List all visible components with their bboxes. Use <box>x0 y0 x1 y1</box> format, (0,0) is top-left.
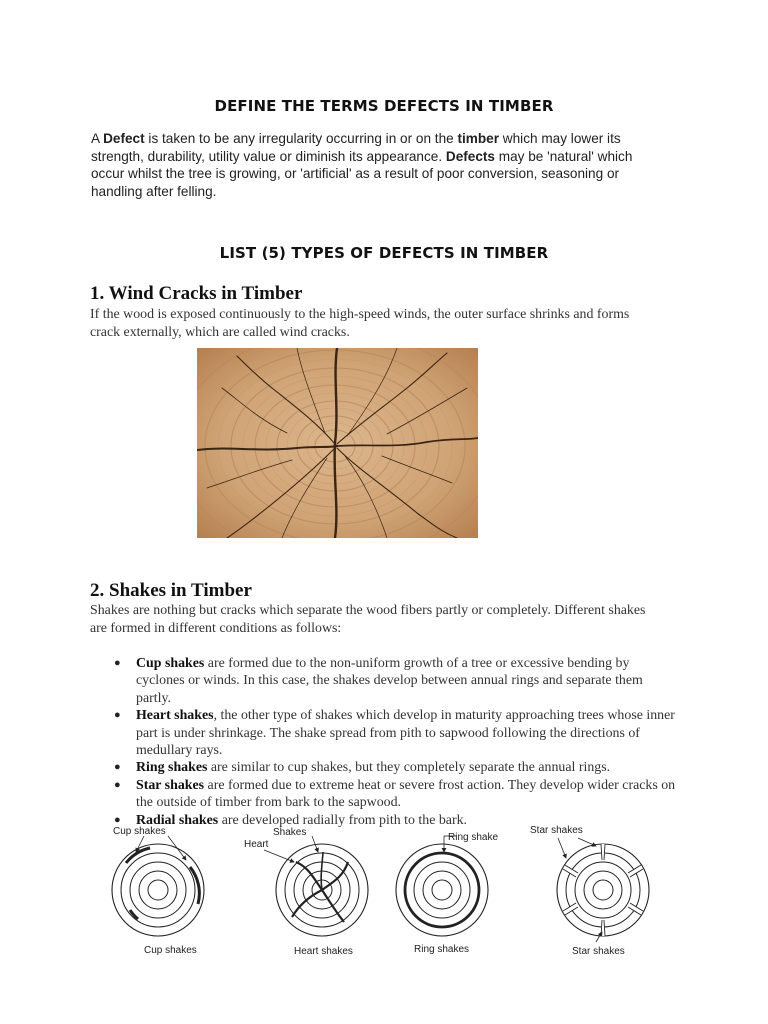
diagram-caption: Star shakes <box>572 946 625 957</box>
bold-term: Cup shakes <box>136 656 205 671</box>
bold-term: Defect <box>103 131 145 146</box>
text-run: is taken to be any irregularity occurring in or on the <box>144 131 458 146</box>
ring-shakes-figure <box>396 836 488 936</box>
bold-term: Radial shakes <box>136 812 219 828</box>
bold-term: Ring shakes <box>136 760 208 776</box>
list-item <box>110 707 680 759</box>
wind-cracks-photo <box>197 348 478 538</box>
diagram-label: Heart <box>244 839 269 850</box>
list-item-text: , the other type of shakes which develop in maturity approaching trees whose inner part is under shrinkage. The shake spread from pith to sapwood following the directions of medullary rays. <box>136 708 675 759</box>
cup-shakes-figure <box>112 836 204 936</box>
bullet-icon: ● <box>114 813 121 826</box>
bold-term: Defects <box>445 148 495 164</box>
definition-paragraph <box>91 130 651 200</box>
list-item-text: are formed due to the non-uniform growth of a tree or excessive bending by cyclones or winds. In this case, the shakes develop between annual rings and separate them partly. <box>136 656 643 706</box>
bullet-icon: ● <box>114 761 121 774</box>
list-item-text: are formed due to extreme heat or severe frost action. They develop wider cracks on the outside of timber from bark to the sapwood. <box>136 777 676 811</box>
diagram-label: Shakes <box>273 827 307 838</box>
heart-shakes-figure <box>264 836 368 936</box>
page-title: DEFINE THE TERMS DEFECTS IN TIMBER <box>214 97 554 115</box>
diagram-caption: Heart shakes <box>294 946 353 957</box>
diagram-caption: Cup shakes <box>144 945 197 956</box>
bold-term: Heart shakes <box>136 708 214 724</box>
shakes-list <box>110 655 680 829</box>
list-item <box>110 777 680 812</box>
shakes-paragraph: Shakes are nothing but cracks which separate the wood fibers partly or completely. Different shakes are formed in different conditions as follows: <box>90 603 646 636</box>
shakes-diagram <box>108 822 656 957</box>
diagram-caption: Ring shakes <box>414 944 470 955</box>
text-run: which may lower its strength, durability, utility value or diminish its appearance. <box>91 131 621 164</box>
bullet-icon: ● <box>114 657 121 669</box>
bold-term: timber <box>457 131 500 146</box>
diagram-label: Ring shake <box>448 832 499 843</box>
section-title-shakes: 2. Shakes in Timber <box>90 580 252 601</box>
list-item <box>110 759 680 776</box>
diagram-label: Cup shakes <box>113 826 166 837</box>
bullet-icon: ● <box>114 778 121 791</box>
bold-term: Star shakes <box>136 777 205 793</box>
list-item-text: are developed radially from pith to the bark. <box>218 812 468 828</box>
bullet-icon: ● <box>114 709 121 722</box>
star-shakes-figure <box>557 838 649 942</box>
list-item-text: are similar to cup shakes, but they completely separate the annual rings. <box>207 760 611 776</box>
list-item <box>110 655 680 707</box>
diagram-label: Star shakes <box>530 825 583 836</box>
text-run: A <box>91 131 104 146</box>
text-run: may be 'natural' which occur whilst the tree is growing, or 'artificial' as a result of poor conversion, seasoning or handling after felling. <box>91 148 633 199</box>
list-heading: LIST (5) TYPES OF DEFECTS IN TIMBER <box>219 244 549 262</box>
section-title-wind-cracks: 1. Wind Cracks in Timber <box>90 283 303 304</box>
wind-cracks-paragraph: If the wood is exposed continuously to the high-speed winds, the outer surface shrinks and forms crack externally, which are called wind cracks. <box>90 307 630 340</box>
